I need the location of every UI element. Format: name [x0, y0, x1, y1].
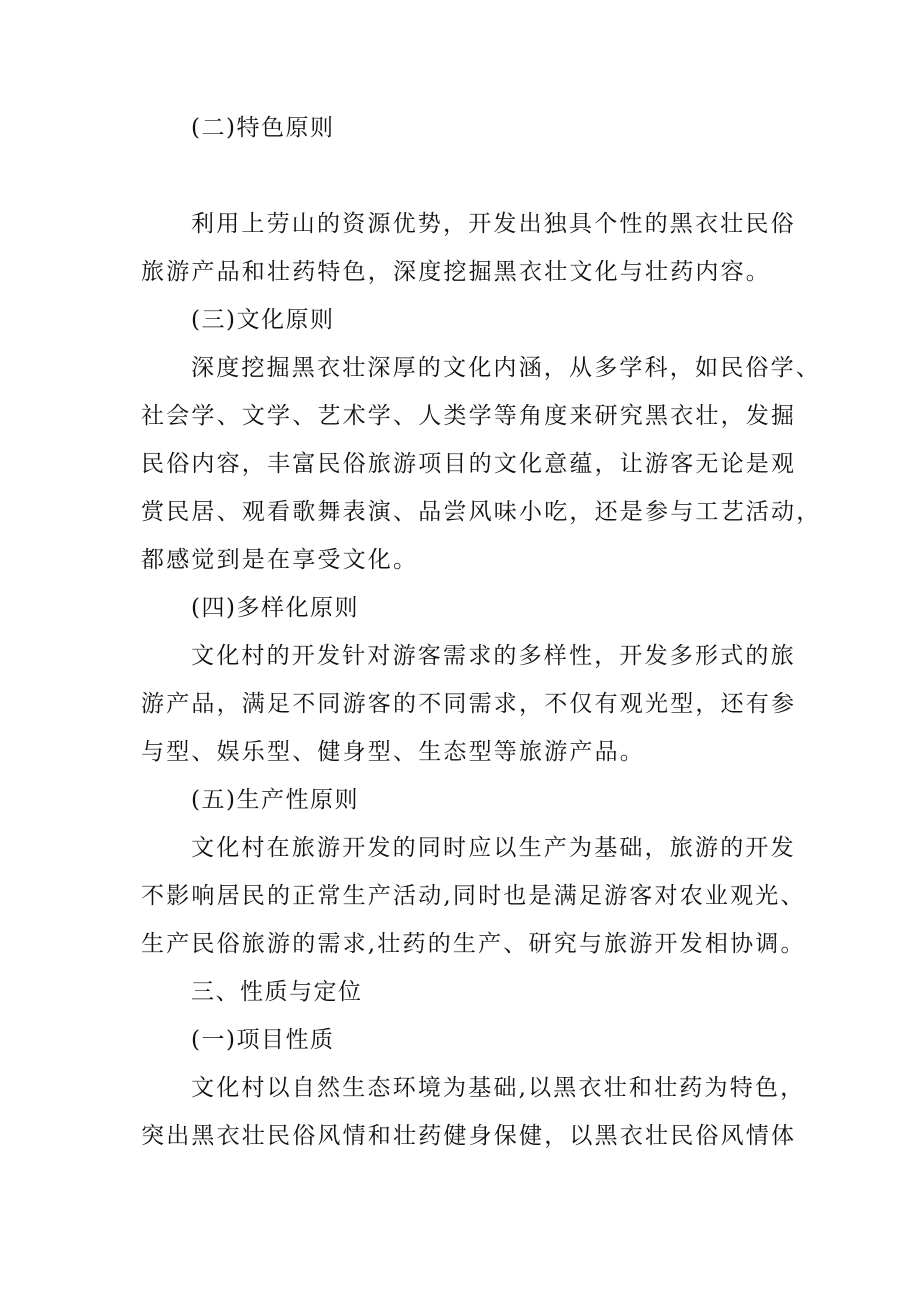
heading-diversity-principle: (四)多样化原则: [191, 595, 359, 621]
paragraph-line: 利用上劳山的资源优势，开发出独具个性的黑衣壮民俗: [191, 211, 796, 237]
heading-nature-positioning: 三、性质与定位: [191, 979, 363, 1005]
paragraph-line: 与型、娱乐型、健身型、生态型等旅游产品。: [141, 739, 645, 765]
paragraph-line: 文化村的开发针对游客需求的多样性，开发多形式的旅: [191, 643, 796, 669]
paragraph-line: 社会学、文学、艺术学、人类学等角度来研究黑衣壮，发掘: [141, 403, 797, 429]
paragraph-line: 赏民居、观看歌舞表演、品尝风味小吃，还是参与工艺活动，: [141, 499, 822, 525]
heading-culture-principle: (三)文化原则: [191, 307, 335, 333]
paragraph-line: 生产民俗旅游的需求,壮药的生产、研究与旅游开发相协调。: [141, 931, 806, 957]
heading-project-nature: (一)项目性质: [191, 1027, 335, 1053]
paragraph-line: 突出黑衣壮民俗风情和壮药健身保健，以黑衣壮民俗风情体: [141, 1123, 797, 1149]
paragraph-line: 不影响居民的正常生产活动,同时也是满足游客对农业观光、: [141, 883, 806, 909]
paragraph-line: 深度挖掘黑衣壮深厚的文化内涵，从多学科，如民俗学、: [191, 355, 821, 381]
heading-productivity-principle: (五)生产性原则: [191, 787, 359, 813]
paragraph-line: 都感觉到是在享受文化。: [141, 547, 419, 573]
paragraph-line: 文化村在旅游开发的同时应以生产为基础，旅游的开发: [191, 835, 796, 861]
paragraph-line: 民俗内容，丰富民俗旅游项目的文化意蕴，让游客无论是观: [141, 451, 797, 477]
paragraph-line: 游产品，满足不同游客的不同需求，不仅有观光型，还有参: [141, 691, 797, 717]
paragraph-line: 文化村以自然生态环境为基础,以黑衣壮和壮药为特色，: [191, 1075, 806, 1101]
heading-special-principle: (二)特色原则: [191, 115, 335, 141]
paragraph-line: 旅游产品和壮药特色，深度挖掘黑衣壮文化与壮药内容。: [141, 259, 771, 285]
